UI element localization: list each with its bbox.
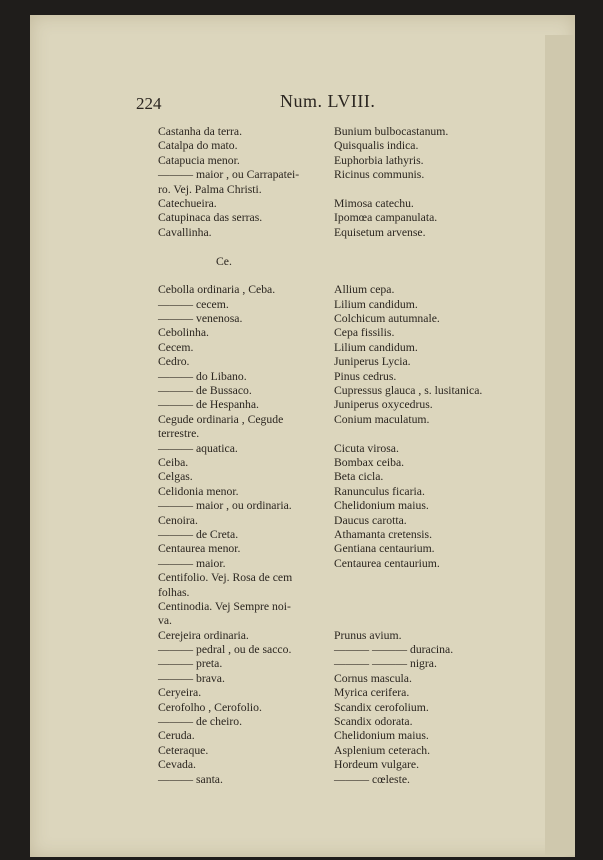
portuguese-name-line: ——— de Creta.	[158, 527, 239, 541]
latin-name-line: Gentiana centaurium.	[334, 542, 435, 556]
latin-name-line: Mimosa catechu.	[334, 196, 414, 210]
latin-name-line: Pinus cedrus.	[334, 369, 397, 383]
latin-name-line: Conium maculatum.	[334, 412, 430, 426]
portuguese-name-line: Cavallinha.	[158, 225, 212, 239]
portuguese-name-line: Catalpa do mato.	[158, 139, 238, 153]
latin-name-line	[334, 427, 564, 441]
latin-name-line: Equisetum arvense.	[334, 225, 426, 239]
portuguese-name-line: ——— maior.	[158, 556, 226, 570]
latin-name-line	[334, 255, 564, 269]
latin-name-line: Lilium candidum.	[334, 297, 418, 311]
latin-name-line: ——— ——— duracina.	[334, 643, 454, 657]
latin-name-line: Asplenium ceterach.	[334, 743, 431, 757]
portuguese-names-column	[158, 125, 343, 787]
portuguese-name-line: Celgas.	[158, 470, 193, 484]
portuguese-name-line: ——— aquatica.	[158, 441, 238, 455]
portuguese-name-line: Cegude ordinaria , Cegude	[158, 412, 284, 426]
latin-name-line: Euphorbia lathyris.	[334, 153, 424, 167]
portuguese-name-line: ——— maior , ou Carrapatei-	[158, 168, 300, 182]
latin-name-line: Juniperus Lycia.	[334, 355, 411, 369]
latin-names-column	[334, 125, 564, 787]
portuguese-name-line	[158, 240, 343, 254]
page-number: 224	[136, 94, 162, 113]
portuguese-name-line: Catupinaca das serras.	[158, 211, 263, 225]
latin-name-line: Lilium candidum.	[334, 340, 418, 354]
latin-name-line: Chelidonium maius.	[334, 499, 429, 513]
portuguese-name-line: Centinodia. Vej Sempre noi-	[158, 599, 291, 613]
portuguese-name-line: Ceiba.	[158, 455, 189, 469]
portuguese-name-line: ——— maior , ou ordinaria.	[158, 499, 292, 513]
latin-name-line: Ricinus communis.	[334, 168, 425, 182]
latin-name-line: Cupressus glauca , s. lusitanica.	[334, 384, 483, 398]
portuguese-name-line: ——— venenosa.	[158, 312, 243, 326]
portuguese-name-line: ——— cecem.	[158, 297, 229, 311]
latin-name-line: Centaurea centaurium.	[334, 556, 440, 570]
portuguese-name-line: ——— brava.	[158, 671, 225, 685]
portuguese-name-line: Cenoira.	[158, 513, 198, 527]
portuguese-name-line: Cerejeira ordinaria.	[158, 628, 249, 642]
portuguese-name-line: Ceteraque.	[158, 743, 209, 757]
latin-name-line: Ranunculus ficaria.	[334, 484, 425, 498]
latin-name-line: Bombax ceiba.	[334, 455, 405, 469]
portuguese-name-line: ——— preta.	[158, 657, 223, 671]
portuguese-name-line: terrestre.	[158, 427, 200, 441]
latin-name-line: Myrica cerifera.	[334, 686, 410, 700]
latin-name-line: Hordeum vulgare.	[334, 758, 420, 772]
latin-name-line: Quisqualis indica.	[334, 139, 419, 153]
latin-name-line: Chelidonium maius.	[334, 729, 429, 743]
portuguese-name-line: ——— de Bussaco.	[158, 384, 252, 398]
portuguese-name-line: Ceryeira.	[158, 686, 202, 700]
portuguese-name-line: Cerofolho , Cerofolio.	[158, 700, 262, 714]
portuguese-name-line: ro. Vej. Palma Christi.	[158, 182, 262, 196]
latin-name-line: Ipomœa campanulata.	[334, 211, 438, 225]
latin-name-line	[334, 240, 564, 254]
latin-name-line: Athamanta cretensis.	[334, 527, 433, 541]
page-heading: Num. LVIII.	[280, 91, 376, 111]
latin-name-line	[334, 571, 564, 585]
latin-name-line	[334, 586, 564, 600]
portuguese-name-line: ——— de cheiro.	[158, 715, 243, 729]
portuguese-name-line: Cecem.	[158, 340, 194, 354]
latin-name-line: Cepa fissilis.	[334, 326, 395, 340]
portuguese-name-line: Cebolla ordinaria , Ceba.	[158, 283, 276, 297]
portuguese-name-line: Castanha da terra.	[158, 125, 243, 138]
portuguese-name-line: Centifolio. Vej. Rosa de cem	[158, 571, 293, 585]
portuguese-name-line	[158, 269, 343, 283]
latin-name-line	[334, 269, 564, 283]
portuguese-name-line: Cebolinha.	[158, 326, 209, 340]
latin-name-line: Beta cicla.	[334, 470, 384, 484]
latin-name-line: Juniperus oxycedrus.	[334, 398, 433, 412]
latin-name-line: Scandix odorata.	[334, 715, 413, 729]
latin-name-line: Prunus avium.	[334, 628, 402, 642]
portuguese-name-line: Ceruda.	[158, 729, 195, 743]
latin-name-line: Cicuta virosa.	[334, 441, 399, 455]
portuguese-name-line: Ce.	[216, 254, 232, 268]
latin-name-line	[334, 183, 564, 197]
portuguese-name-line: Catechueira.	[158, 196, 217, 210]
latin-name-line: Cornus mascula.	[334, 671, 412, 685]
portuguese-name-line: ——— do Libano.	[158, 369, 247, 383]
latin-name-line: ——— ——— nigra.	[334, 657, 437, 671]
latin-name-line: ——— cœleste.	[334, 772, 410, 786]
portuguese-name-line: ——— pedral , ou de sacco.	[158, 643, 292, 657]
portuguese-name-line: Catapucia menor.	[158, 153, 240, 167]
latin-name-line: Daucus carotta.	[334, 513, 407, 527]
latin-name-line: Colchicum autumnale.	[334, 312, 440, 326]
portuguese-name-line: folhas.	[158, 585, 190, 599]
latin-name-line	[334, 614, 564, 628]
portuguese-name-line: Cedro.	[158, 355, 190, 369]
book-page	[30, 15, 575, 857]
portuguese-name-line: Cevada.	[158, 758, 196, 772]
portuguese-name-line: Celidonia menor.	[158, 484, 239, 498]
portuguese-name-line: ——— de Hespanha.	[158, 398, 259, 412]
portuguese-name-line: Centaurea menor.	[158, 542, 241, 556]
latin-name-line	[334, 600, 564, 614]
latin-name-line: Scandix cerofolium.	[334, 700, 429, 714]
portuguese-name-line: va.	[158, 614, 172, 628]
portuguese-name-line: ——— santa.	[158, 772, 223, 786]
latin-name-line: Bunium bulbocastanum.	[334, 125, 449, 138]
latin-name-line: Allium cepa.	[334, 283, 395, 297]
